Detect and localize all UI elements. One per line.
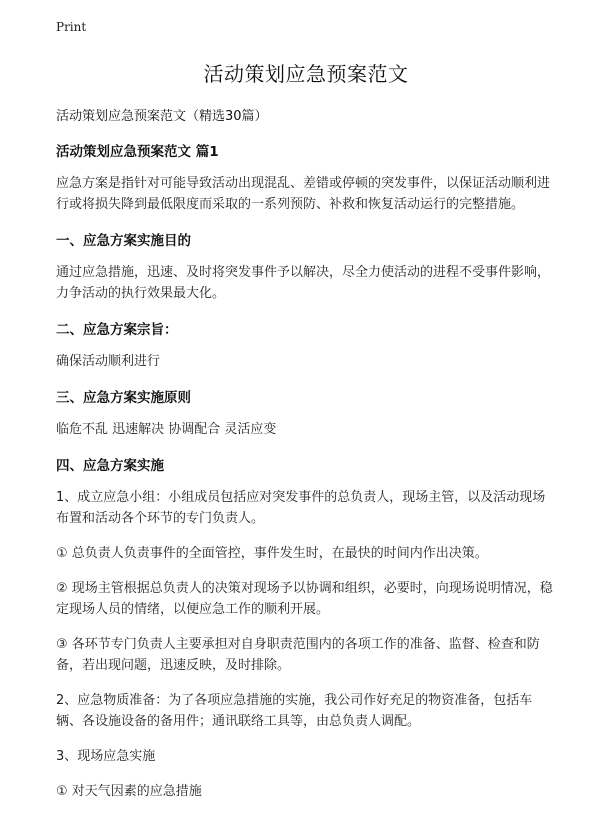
paragraph: 临危不乱 迅速解决 协调配合 灵活应变 (56, 422, 277, 437)
part-heading: 活动策划应急预案范文 篇1 (56, 144, 219, 160)
paragraph: 2、应急物质准备：为了各项应急措施的实施，我公司作好充足的物资准备，包括车辆、各设施设备的备用件；通讯联络工具等，由总负责人调配。 (56, 693, 533, 729)
paragraph: ③ 各环节专门负责人主要承担对自身职责范围内的各项工作的准备、监督、检查和防备，若出现问题，迅速反映，及时排除。 (56, 637, 540, 673)
section-heading-purpose: 一、应急方案实施目的 (56, 233, 191, 249)
section-heading-implementation: 四、应急方案实施 (56, 458, 164, 474)
paragraph: 确保活动顺利进行 (56, 354, 161, 369)
section-heading-principles: 三、应急方案实施原则 (56, 390, 191, 406)
document-title: 活动策划应急预案范文 (203, 62, 409, 86)
intro-paragraph: 应急方案是指针对可能导致活动出现混乱、差错或停顿的突发事件，以保证活动顺利进行或将损失降到最低限度而采取的一系列预防、补救和恢复活动运行的完整措施。 (56, 176, 551, 212)
print-label[interactable]: Print (56, 20, 87, 34)
document-subtitle: 活动策划应急预案范文（精选30篇） (56, 109, 268, 124)
paragraph: ① 对天气因素的应急措施 (56, 784, 202, 799)
paragraph: ② 现场主管根据总负责人的决策对现场予以协调和组织，必要时，向现场说明情况，稳定现场人员的情绪，以便应急工作的顺利开展。 (56, 581, 553, 617)
paragraph: ① 总负责人负责事件的全面管控，事件发生时，在最快的时间内作出决策。 (56, 546, 488, 561)
section-heading-aim: 二、应急方案宗旨： (56, 322, 178, 338)
paragraph: 通过应急措施，迅速、及时将突发事件予以解决，尽全力使活动的进程不受事件影响，力争活动的执行效果最大化。 (56, 265, 551, 301)
document-body (56, 58, 556, 816)
paragraph: 1、成立应急小组：小组成员包括应对突发事件的总负责人，现场主管，以及活动现场布置和活动各个环节的专门负责人。 (56, 490, 546, 526)
paragraph: 3、现场应急实施 (56, 749, 156, 764)
